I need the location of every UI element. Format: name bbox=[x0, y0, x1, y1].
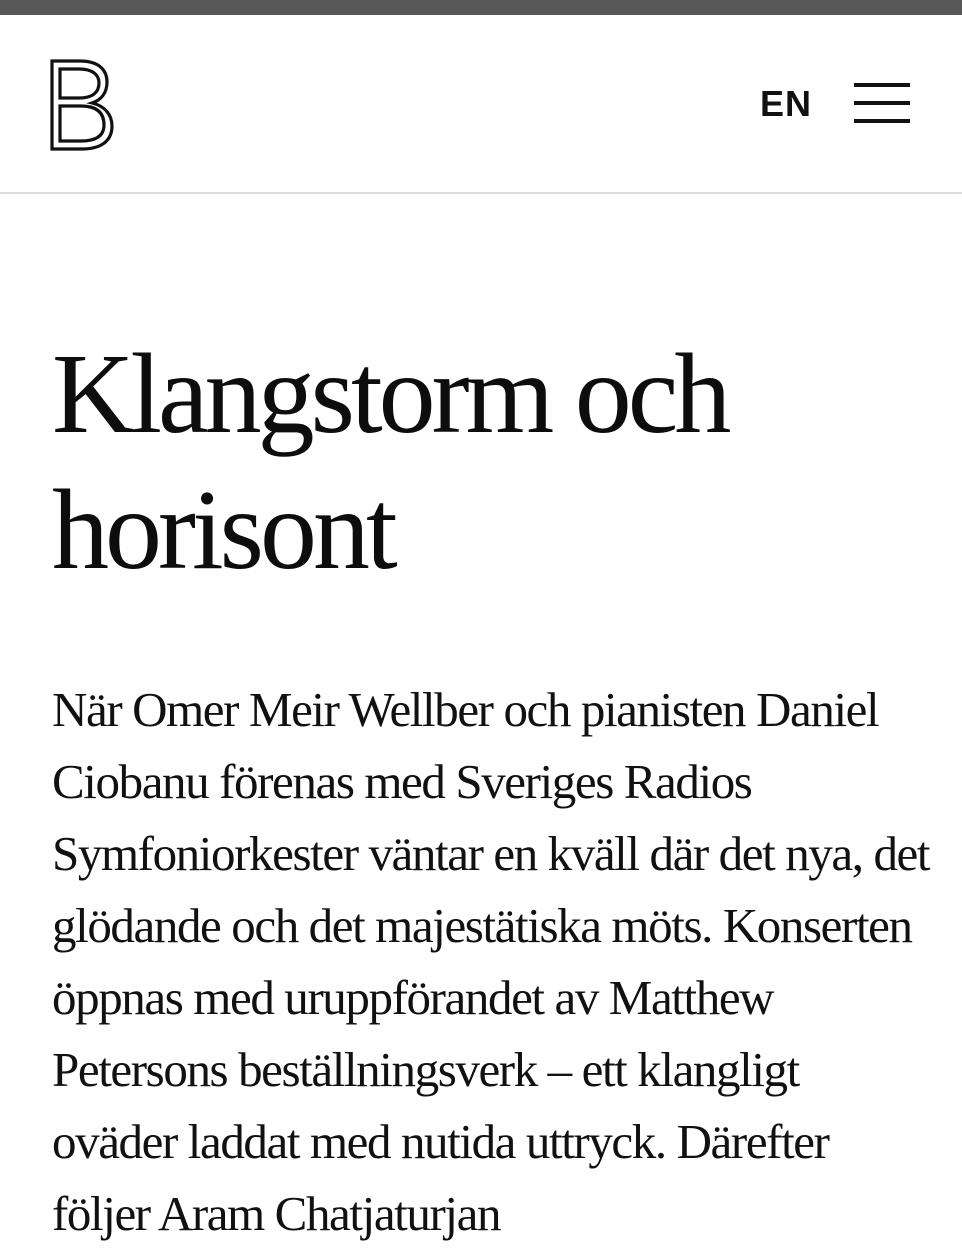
b-logo-icon bbox=[50, 59, 114, 151]
browser-top-bar bbox=[0, 0, 962, 15]
menu-button[interactable] bbox=[852, 81, 912, 125]
page-title: Klangstorm och horisont bbox=[52, 330, 728, 593]
site-logo[interactable] bbox=[50, 59, 114, 151]
menu-icon-line-middle bbox=[854, 101, 910, 105]
article-content bbox=[52, 194, 932, 1250]
menu-icon-line-bottom bbox=[854, 119, 910, 123]
menu-icon-line-top bbox=[854, 83, 910, 87]
site-header bbox=[0, 15, 962, 194]
language-switch-button[interactable]: EN bbox=[759, 83, 812, 124]
article-intro: När Omer Meir Wellber och pianisten Daniel Ciobanu förenas med Sveriges Radios Symfoniorkester väntar en kväll där det nya, det glödande och det majestätiska möts. Konserten öppnas med uruppförandet av Matthew Petersons beställningsverk – ett klangligt oväder laddat med nutida uttryck. Därefter följer Aram Chatjaturjan bbox=[52, 682, 930, 1241]
